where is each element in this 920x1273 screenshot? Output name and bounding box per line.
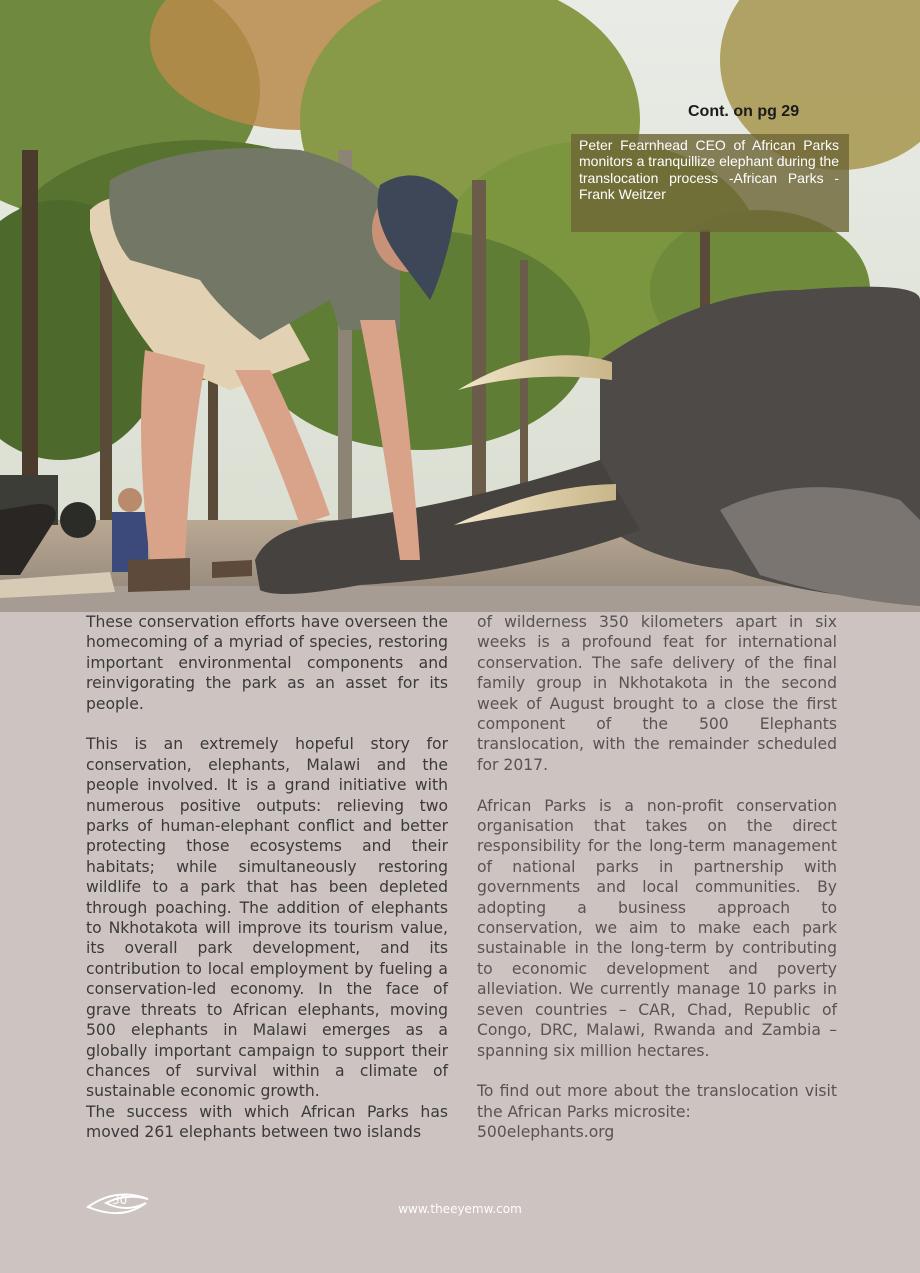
article-left-column (86, 612, 448, 1143)
article-paragraph: of wilderness 350 kilometers apart in six weeks is a profound feat for international conservation. The safe delivery of the final family group in Nkhotakota in the second week of August brought to a close the first component of the 500 Elephants translocation, with the remainder scheduled for 2017. (477, 613, 837, 774)
article-paragraph: These conservation efforts have overseen the homecoming of a myriad of species, restoring important environmental components and reinvigorating the park as an asset for its people. (86, 613, 448, 713)
microsite-link[interactable]: 500elephants.org (477, 1123, 615, 1142)
article-paragraph: African Parks is a non-profit conservation organisation that takes on the direct responsibility for the long-term management of national parks in partnership with governments and local communities. By adopting a business approach to conservation, we aim to make each park sustainable in the long-term by contributing to economic development and poverty alleviation. We currently manage 10 parks in seven countries – CAR, Chad, Republic of Congo, DRC, Malawi, Rwanda and Zambia – spanning six million hectares. (477, 796, 837, 1060)
ranger-and-elephant-photo (0, 0, 920, 612)
article-right-column (477, 612, 837, 1143)
article-paragraph: This is an extremely hopeful story for conservation, elephants, Malawi and the people involved. It is a grand initiative with numerous positive outputs: relieving two parks of human-elephant conflict and better protecting those ecosystems and their habitats; while simultaneously restoring wildlife to a park that has been depleted through poaching. The addition of elephants to Nkhotakota will improve its tourism value, its overall park development, and its contribution to local employment by fueling a conservation-led economy. In the face of grave threats to African elephants, moving 500 elephants in Malawi emerges as a globally important campaign to support their chances of survival within a climate of sustainable economic growth. (86, 735, 448, 1101)
page-number: 30 (112, 1193, 128, 1207)
continued-label: Cont. on pg 29 (688, 103, 800, 120)
article-paragraph: The success with which African Parks has moved 261 elephants between two islands (86, 1102, 448, 1142)
footer-url[interactable]: www.theeyemw.com (398, 1202, 522, 1216)
photo-caption: Peter Fearnhead CEO of African Parks monitors a tranquillize elephant during the translocation process -African Parks - Frank Weitzer (571, 134, 849, 232)
article-paragraph: To find out more about the translocation visit the African Parks microsite: (477, 1082, 837, 1121)
